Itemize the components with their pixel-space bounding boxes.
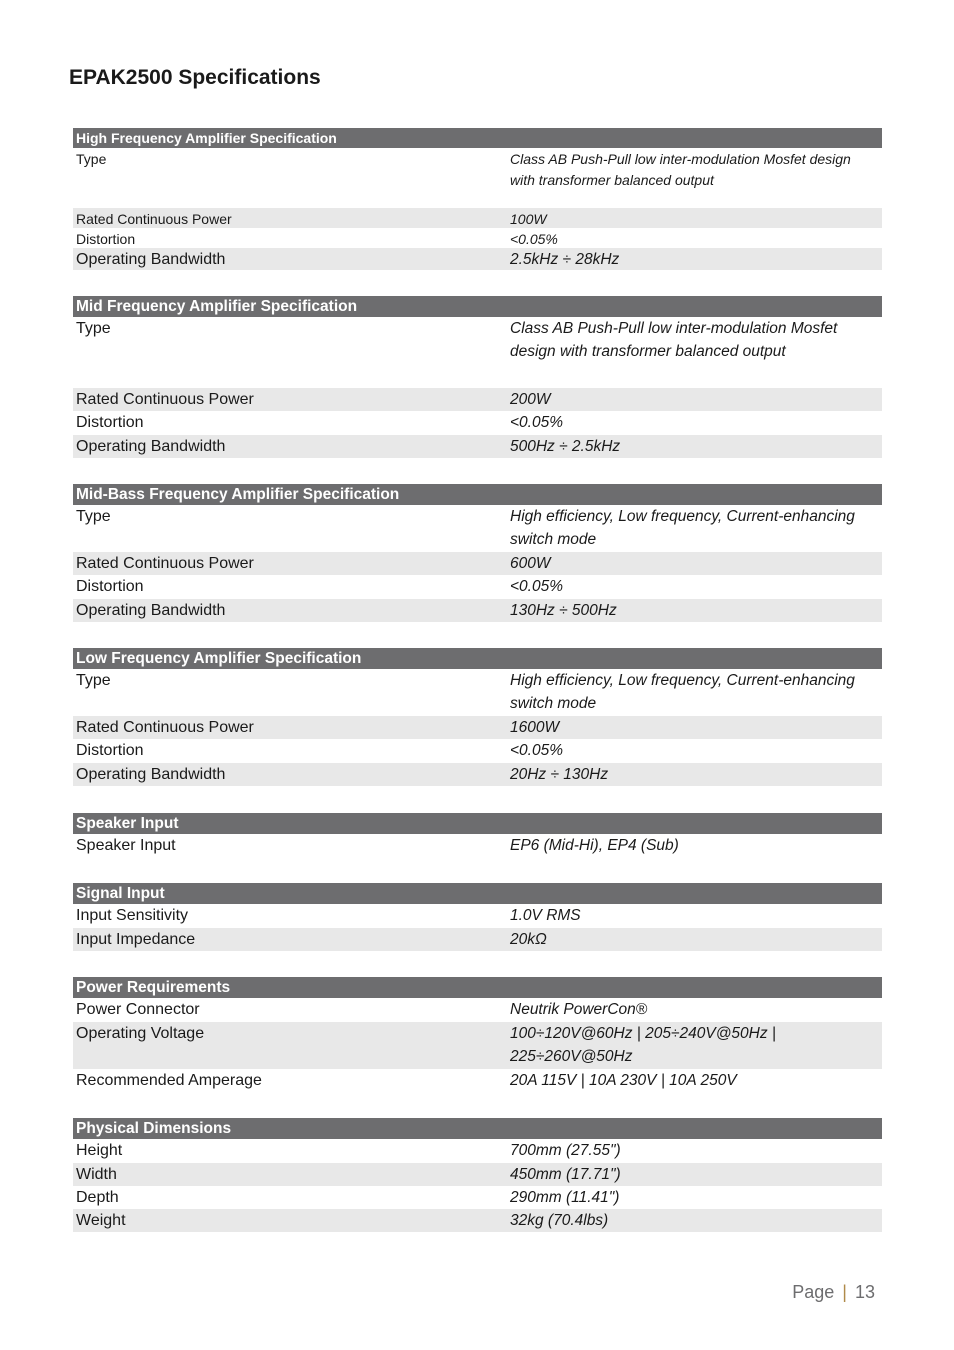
spec-label: Rated Continuous Power <box>76 555 254 572</box>
section-speaker-input <box>73 813 882 858</box>
spec-label: Input Sensitivity <box>76 907 189 924</box>
spec-row-width <box>73 1163 882 1186</box>
spec-label: Operating Bandwidth <box>76 438 226 455</box>
spec-row-type <box>73 148 882 208</box>
spec-label: Rated Continuous Power <box>76 719 254 736</box>
spec-label: Operating Bandwidth <box>76 766 226 783</box>
spec-label: Input Impedance <box>76 931 196 948</box>
spec-label: Type <box>76 151 107 167</box>
spec-row-rated-power <box>73 552 882 575</box>
section-low-frequency <box>73 648 882 786</box>
spec-value: 700mm (27.55") <box>510 1142 621 1159</box>
spec-row-distortion <box>73 228 882 248</box>
spec-label: Operating Bandwidth <box>76 602 226 619</box>
spec-value: High efficiency, Low frequency, Current-enhancing switch mode <box>510 508 855 548</box>
spec-value: Class AB Push-Pull low inter-modulation Mosfet design with transformer balanced output <box>510 151 851 188</box>
spec-row-rated-power <box>73 388 882 411</box>
section-header: Physical Dimensions <box>73 1118 882 1139</box>
page-number-value: 13 <box>854 1282 875 1302</box>
section-header: Low Frequency Amplifier Specification <box>73 648 882 669</box>
spec-value: 500Hz ÷ 2.5kHz <box>510 438 621 455</box>
spec-row-operating-voltage <box>73 1022 882 1069</box>
spec-row-bandwidth <box>73 599 882 622</box>
spec-label: Operating Bandwidth <box>76 251 226 268</box>
section-mid-bass-frequency <box>73 484 882 622</box>
spec-row-bandwidth <box>73 248 882 270</box>
spec-value: Class AB Push-Pull low inter-modulation Mosfet design with transformer balanced output <box>510 320 838 360</box>
spec-value: <0.05% <box>510 742 564 759</box>
page-label: Page <box>792 1282 835 1302</box>
spec-row-input-sensitivity <box>73 904 882 928</box>
spec-row-speaker-input <box>73 834 882 858</box>
spec-value: 600W <box>510 555 551 572</box>
page-title: EPAK2500 Specifications <box>69 66 321 89</box>
spec-row-type <box>73 317 882 388</box>
spec-label: Type <box>76 672 111 689</box>
spec-label: Distortion <box>76 231 136 247</box>
spec-row-depth <box>73 1186 882 1209</box>
spec-row-distortion <box>73 739 882 763</box>
section-physical-dimensions <box>73 1118 882 1232</box>
spec-label: Distortion <box>76 578 144 595</box>
section-header: Signal Input <box>73 883 882 904</box>
spec-value: 20Hz ÷ 130Hz <box>510 766 609 783</box>
section-mid-frequency <box>73 296 882 458</box>
spec-value: 20A 115V | 10A 230V | 10A 250V <box>510 1072 737 1089</box>
spec-value: <0.05% <box>510 414 564 431</box>
spec-label: Distortion <box>76 414 144 431</box>
spec-label: Type <box>76 508 111 525</box>
spec-row-bandwidth <box>73 763 882 786</box>
spec-value: Neutrik PowerCon® <box>510 1001 648 1018</box>
section-power-requirements <box>73 977 882 1093</box>
page-number <box>792 1282 875 1303</box>
spec-label: Width <box>76 1166 117 1183</box>
spec-row-weight <box>73 1209 882 1232</box>
spec-value: 290mm (11.41") <box>510 1189 620 1206</box>
spec-row-type <box>73 669 882 716</box>
spec-value: 100÷120V@60Hz | 205÷240V@50Hz | 225÷260V@50Hz <box>510 1025 776 1065</box>
spec-label: Type <box>76 320 111 337</box>
spec-value: 1.0V RMS <box>510 907 581 924</box>
spec-row-height <box>73 1139 882 1163</box>
spec-value: 450mm (17.71") <box>510 1166 621 1183</box>
spec-row-input-impedance <box>73 928 882 951</box>
spec-label: Depth <box>76 1189 119 1206</box>
spec-label: Operating Voltage <box>76 1025 205 1042</box>
spec-label: Weight <box>76 1212 126 1229</box>
spec-value: EP6 (Mid-Hi), EP4 (Sub) <box>510 837 679 854</box>
spec-label: Rated Continuous Power <box>76 211 232 227</box>
section-high-frequency <box>73 128 882 270</box>
spec-value: <0.05% <box>510 578 564 595</box>
spec-value: <0.05% <box>510 231 558 247</box>
spec-label: Rated Continuous Power <box>76 391 254 408</box>
spec-row-type <box>73 505 882 552</box>
spec-value: 130Hz ÷ 500Hz <box>510 602 617 619</box>
spec-row-recommended-amperage <box>73 1069 882 1093</box>
spec-row-rated-power <box>73 208 882 228</box>
page-separator: | <box>842 1282 847 1302</box>
section-header: Power Requirements <box>73 977 882 998</box>
spec-label: Speaker Input <box>76 837 176 854</box>
spec-label: Height <box>76 1142 123 1159</box>
spec-value: 200W <box>510 391 551 408</box>
spec-value: 1600W <box>510 719 560 736</box>
section-header: High Frequency Amplifier Specification <box>73 128 882 148</box>
spec-row-bandwidth <box>73 435 882 458</box>
spec-row-power-connector <box>73 998 882 1022</box>
spec-row-rated-power <box>73 716 882 739</box>
spec-value: 2.5kHz ÷ 28kHz <box>510 251 620 268</box>
spec-row-distortion <box>73 411 882 435</box>
spec-value: High efficiency, Low frequency, Current-enhancing switch mode <box>510 672 855 712</box>
section-signal-input <box>73 883 882 951</box>
section-header: Speaker Input <box>73 813 882 834</box>
spec-row-distortion <box>73 575 882 599</box>
spec-label: Recommended Amperage <box>76 1072 262 1089</box>
spec-value: 20kΩ <box>510 931 547 948</box>
spec-label: Power Connector <box>76 1001 200 1018</box>
section-header: Mid Frequency Amplifier Specification <box>73 296 882 317</box>
spec-value: 32kg (70.4lbs) <box>510 1212 609 1229</box>
section-header: Mid-Bass Frequency Amplifier Specification <box>73 484 882 505</box>
spec-label: Distortion <box>76 742 144 759</box>
spec-value: 100W <box>510 211 547 227</box>
